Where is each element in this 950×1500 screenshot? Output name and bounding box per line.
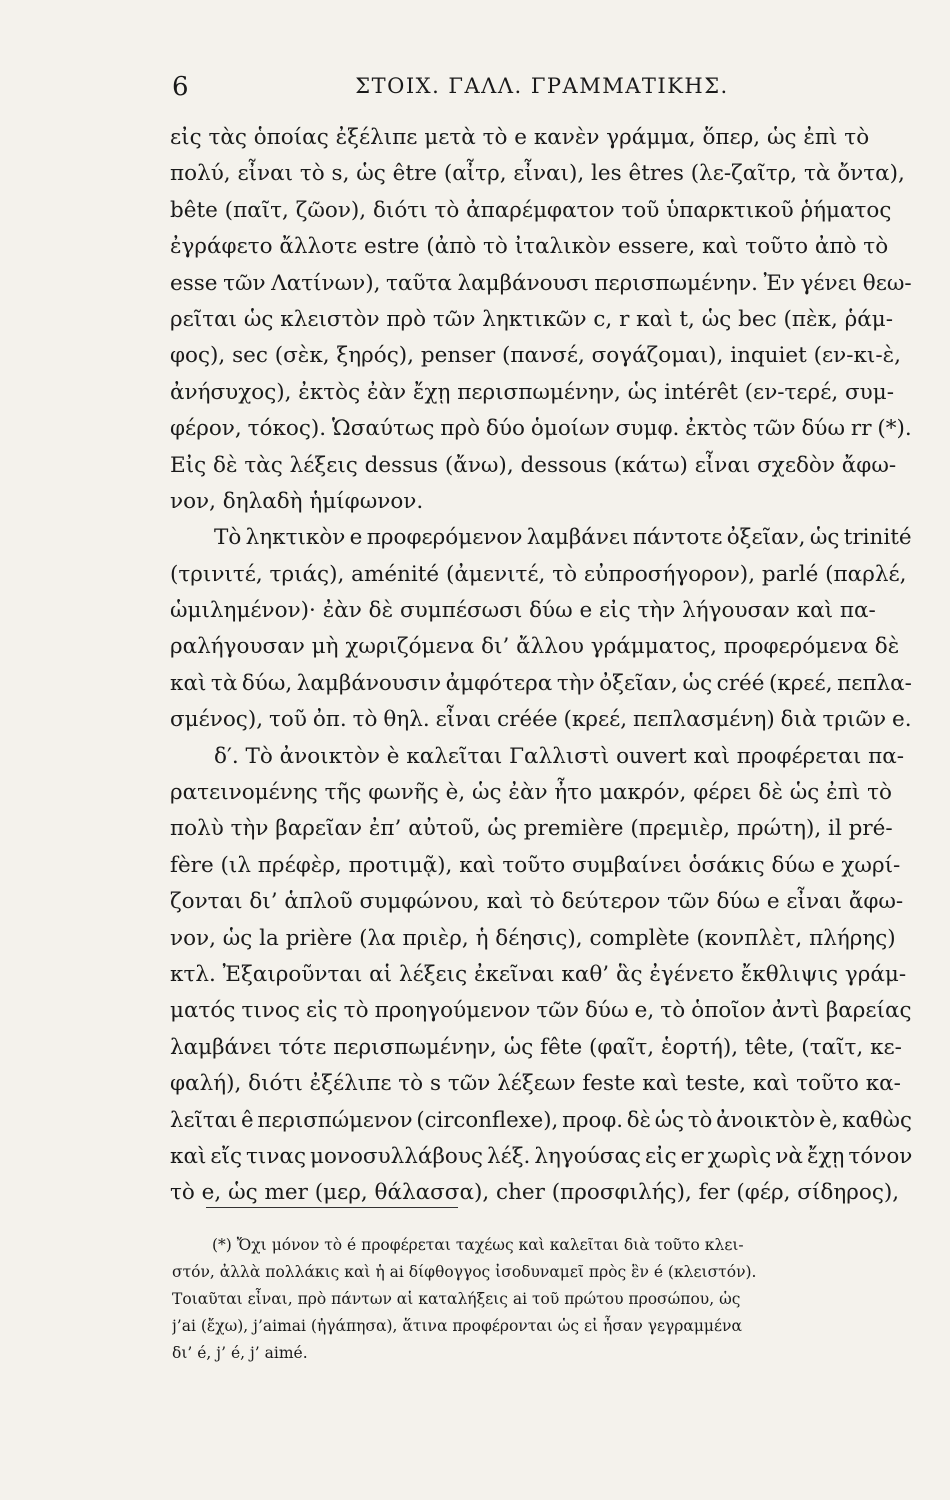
text-line: esse τῶν Λατίνων), ταῦτα λαμβάνουσι περισπωμένην. Ἐν γένει θεω- xyxy=(170,270,912,296)
text-line: bête (παῖτ, ζῶον), διότι τὸ ἀπαρέμφατον τοῦ ὑπαρκτικοῦ ῥήματος xyxy=(170,197,892,223)
text-line: λεῖται ê περισπώμενον (circonflexe), προφ. δὲ ὡς τὸ ἀνοικτὸν è, καθὼς xyxy=(170,1107,912,1133)
footnote-line: (*) Ὄχι μόνον τὸ é προφέρεται ταχέως καὶ καλεῖται διὰ τοῦτο κλει- xyxy=(212,1236,744,1254)
page-number: 6 xyxy=(172,72,189,102)
text-line: ρατεινομένης τῆς φωνῆς è, ὡς ἐὰν ἦτο μακρόν, φέρει δὲ ὡς ἐπὶ τὸ xyxy=(170,780,892,806)
text-line: ἐγράφετο ἄλλοτε estre (ἀπὸ τὸ ἰταλικὸν essere, καὶ τοῦτο ἀπὸ τὸ xyxy=(170,234,889,260)
text-line: φέρον, τόκος). Ὡσαύτως πρὸ δύο ὁμοίων συμφ. ἐκτὸς τῶν δύω rr (*). xyxy=(170,416,912,442)
body-text xyxy=(170,120,912,1212)
footnote-divider xyxy=(206,1207,458,1208)
text-line: σμένος), τοῦ ὀπ. τὸ θηλ. εἶναι créée (κρεέ, πεπλασμένη) διὰ τριῶν e. xyxy=(170,707,912,733)
text-line: ρεῖται ὡς κλειστὸν πρὸ τῶν ληκτικῶν c, r καὶ t, ὡς bec (πὲκ, ῥάμ- xyxy=(170,306,894,332)
footnote-line: δι’ é, j’ é, j’ aimé. xyxy=(172,1344,308,1362)
text-line: καὶ εἴς τινας μονοσυλλάβους λέξ. ληγούσας εἰς er χωρὶς νὰ ἔχῃ τόνον xyxy=(170,1143,912,1169)
page-header xyxy=(172,72,912,106)
text-line: ὡμιλημένον)· ἐὰν δὲ συμπέσωσι δύω e εἰς τὴν λήγουσαν καὶ πα- xyxy=(170,598,876,624)
text-line: fère (ιλ πρέφὲρ, προτιμᾷ), καὶ τοῦτο συμβαίνει ὁσάκις δύω e χωρί- xyxy=(170,852,901,878)
paragraph-start-line: Τὸ ληκτικὸν e προφερόμενον λαμβάνει πάντοτε ὀξεῖαν, ὡς trinité xyxy=(214,525,912,551)
text-line: εἰς τὰς ὁποίας ἐξέλιπε μετὰ τὸ e κανὲν γράμμα, ὅπερ, ὡς ἐπὶ τὸ xyxy=(170,125,870,150)
text-line: νον, ὡς la prière (λα πριὲρ, ἡ δέησις), complète (κονπλὲτ, πλήρης) xyxy=(170,925,896,951)
footnote-line: j’ai (ἔχω), j’aimai (ἠγάπησα), ἅτινα προφέρονται ὡς εἰ ἦσαν γεγραμμένα xyxy=(172,1317,742,1335)
text-line: φαλή), διότι ἐξέλιπε τὸ s τῶν λέξεων feste καὶ teste, καὶ τοῦτο κα- xyxy=(170,1071,901,1097)
text-line: πολὺ τὴν βαρεῖαν ἐπ’ αὐτοῦ, ὡς première (πρεμιὲρ, πρώτη), il pré- xyxy=(170,816,893,842)
footnote-line: Τοιαῦται εἶναι, πρὸ πάντων αἱ καταλήξεις ai τοῦ πρώτου προσώπου, ὡς xyxy=(172,1290,741,1308)
text-line: κτλ. Ἐξαιροῦνται αἱ λέξεις ἐκεῖναι καθ’ ἃς ἐγένετο ἔκθλιψις γράμ- xyxy=(170,961,907,987)
text-line: ζονται δι’ ἁπλοῦ συμφώνου, καὶ τὸ δεύτερον τῶν δύω e εἶναι ἄφω- xyxy=(170,889,904,915)
text-line: Εἰς δὲ τὰς λέξεις dessus (ἄνω), dessous (κάτω) εἶναι σχεδὸν ἄφω- xyxy=(170,452,897,478)
paragraph-start-line: δ′. Τὸ ἀνοικτὸν è καλεῖται Γαλλιστὶ ouvert καὶ προφέρεται πα- xyxy=(214,743,905,769)
text-line: ματός τινος εἰς τὸ προηγούμενον τῶν δύω e, τὸ ὁποῖον ἀντὶ βαρείας xyxy=(170,998,912,1024)
footnote-line: στόν, ἀλλὰ πολλάκις καὶ ἡ ai δίφθογγος ἰσοδυναμεῖ πρὸς ἓν é (κλειστόν). xyxy=(172,1263,757,1281)
text-line: νον, δηλαδὴ ἡμίφωνον. xyxy=(170,488,424,514)
text-line: τὸ e, ὡς mer (μερ, θάλασσα), cher (προσφιλής), fer (φέρ, σίδηρος), xyxy=(170,1180,900,1206)
text-line: ἀνήσυχος), ἐκτὸς ἐὰν ἔχῃ περισπωμένην, ὡς intérêt (εν-τερέ, συμ- xyxy=(170,379,894,405)
text-line: λαμβάνει τότε περισπωμένην, ὡς fête (φαῖτ, ἑορτή), tête, (ταῖτ, κε- xyxy=(170,1034,902,1060)
text-line: φος), sec (σὲκ, ξηρός), penser (πανσέ, σογάζομαι), inquiet (εν-κι-ὲ, xyxy=(170,343,901,369)
running-head: ΣΤΟΙΧ. ΓΑΛΛ. ΓΡΑΜΜΑΤΙΚΗΣ. xyxy=(355,74,729,98)
footnote xyxy=(172,1232,912,1367)
text-line: καὶ τὰ δύω, λαμβάνουσιν ἀμφότερα τὴν ὀξεῖαν, ὡς créé (κρεέ, πεπλα- xyxy=(170,670,912,696)
text-line: ραλήγουσαν μὴ χωριζόμενα δι’ ἄλλου γράμματος, προφερόμενα δὲ xyxy=(170,634,900,660)
text-line: πολύ, εἶναι τὸ s, ὡς être (αἶτρ, εἶναι), les êtres (λε-ζαῖτρ, τὰ ὄντα), xyxy=(170,161,905,187)
text-line: (τρινιτέ, τριάς), aménité (ἀμενιτέ, τὸ εὐπροσήγορον), parlé (παρλέ, xyxy=(170,561,907,587)
